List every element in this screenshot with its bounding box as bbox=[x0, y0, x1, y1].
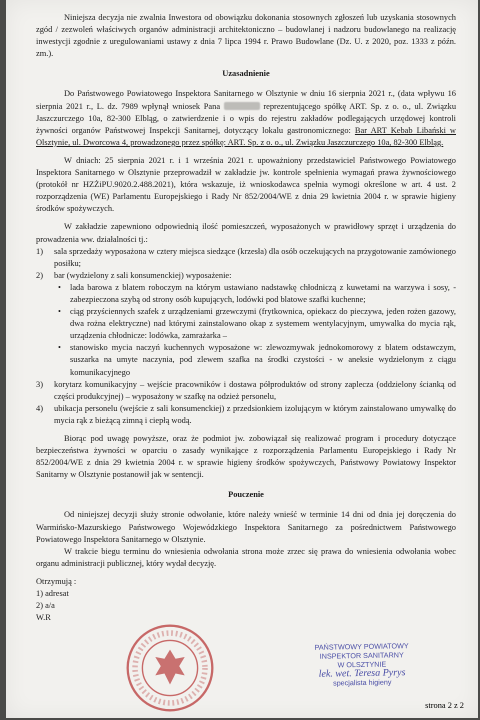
bullet-text: ciąg przyściennych szafek z urządzeniami grzewczymi (frytkownica, opiekacz do pieczywa, jeden rożen gazowy, dwa rożna elektryczne) nad którymi zainstalowano okap z systemem wentylacyjnym, umywalka do mycia rąk, urządzenia chłodnicze: lodówka, zamrażarka – bbox=[70, 307, 456, 341]
page-number: strona 2 z 2 bbox=[425, 701, 464, 710]
list-item bbox=[36, 379, 456, 403]
stamp-line: PAŃSTWOWY POWIATOWY bbox=[314, 641, 409, 652]
initials: W.R bbox=[36, 613, 51, 623]
list-item-number: 2) bbox=[36, 270, 43, 280]
paragraph-1-part-a: Do Państwowego Powiatowego Inspektora Sanitarnego w Olsztynie w dniu 16 sierpnia 2021 r., (data wpływu 16 sierpnia 2021 r., L. dz. 7989 wpłynął wniosek Pana bbox=[36, 89, 456, 111]
pouczenie-paragraph-1: Od niniejszej decyzji służy stronie odwołanie, które należy wnieść w terminie 14 dni od dnia jej doręczenia do Warmińsko-Mazurskiego Państwowego Wojewódzkiego Inspektora Sanitarnego za pośrednictwem Państwowego Powiatowego Inspektora Sanitarnego w Olsztynie. bbox=[36, 510, 456, 544]
list-item bbox=[36, 246, 456, 270]
equipment-bullets bbox=[36, 282, 456, 379]
stamp-line: W OLSZTYNIE bbox=[337, 659, 387, 670]
bullet-icon: • bbox=[58, 343, 61, 353]
recipients-label: Otrzymują : bbox=[36, 576, 77, 586]
stamp-signature: lek. wet. Teresa Pyrys bbox=[318, 667, 406, 680]
stamp-line: specjalista higieny bbox=[332, 677, 392, 688]
bullet-text: lada barowa z blatem roboczym na którym ustawiano nadstawkę chłodniczą z kuwetami na warzywa i sosy, - zabezpieczona szybą od strony osób kupujących, lodówki pod blatowe szafki kuchenne; bbox=[70, 282, 456, 304]
recipient-line: 1) adresat bbox=[36, 589, 69, 599]
uzasadnienie-paragraph-1 bbox=[36, 88, 456, 148]
recipients-block bbox=[36, 576, 456, 624]
bullet-icon: • bbox=[58, 307, 61, 317]
bullet-text: stanowisko mycia naczyń kuchennych wyposażone w: zlewozmywak jednokomorowy z blatem odstawczym, suszarka na umyte naczynia, pod zlewem szafka na środki czystości - w aneksie wydzielonym z ciągu komunikacyjnego bbox=[70, 343, 456, 377]
redacted-name bbox=[224, 102, 260, 110]
list-item-text: ubikacja personelu (wejście z sali konsumenckiej) z przedsionkiem izolującym w którym zainstalowano umywalkę do mycia rąk z bieżącą zimną i ciepłą wodą. bbox=[54, 403, 456, 425]
recipient-line: 2) a/a bbox=[36, 601, 55, 611]
bullet-icon: • bbox=[58, 282, 61, 292]
paragraph-1-underlined: Bar ART Kebab Libański w Olsztynie, ul. Dworcowa 4, prowadzonego przez spółkę: ART. Sp. z o. o., ul. Związku Jaszczurczego 10a, 82-300 Elbląg. bbox=[36, 125, 456, 147]
uzasadnienie-heading: Uzasadnienie bbox=[222, 69, 270, 79]
official-seal-icon bbox=[124, 622, 216, 714]
intro-paragraph: Niniejsza decyzja nie zwalnia Inwestora od obowiązku dokonania stosownych zgłoszeń lub uzyskania stosownych zgód / zezwoleń właściwych organów administracji architektoniczno – budowlanej i nadzoru budowlanego na realizację inwestycji zgodnie z uregulowaniami ustawy z dnia 7 lipca 1994 r. Prawo Budowlane (Dz. U. z 2020, poz. 1333 z późn. zm.). bbox=[36, 13, 456, 59]
list-item-text: bar (wydzielony z sali konsumenckiej) wyposażenie: bbox=[54, 270, 232, 280]
list-item bbox=[36, 403, 456, 427]
bullet-item bbox=[58, 282, 456, 306]
list-item-number: 3) bbox=[36, 379, 43, 389]
pouczenie-heading: Pouczenie bbox=[228, 490, 264, 500]
bullet-item bbox=[58, 306, 456, 342]
list-item-text: korytarz komunikacyjny – wejście pracowników i dostawa półproduktów od strony zaplecza (oddzielony ścianką od części produkcyjnej) – wyposażony w szafkę na odzież personelu, bbox=[54, 379, 456, 401]
paragraph-1-part-b: reprezentującego spółkę ART. Sp. z o. o., ul. Związku Jaszczurczego 10a, 82-300 Elbląg, o zatwierdzenie i o wpis do rejestru zakładów podlegających urzędowej kontroli żywności organów Państwowej Inspekcji Sanitarnej, dotyczący lokalu gastronomicznego: bbox=[36, 101, 457, 135]
document-body bbox=[36, 12, 456, 624]
list-item-text: sala sprzedaży wyposażona w cztery miejsca siedzące (krzesła) dla osób oczekujących na przygotowanie zamówionego posiłku; bbox=[54, 246, 456, 268]
stamp-line: INSPEKTOR SANITARNY bbox=[319, 650, 404, 661]
uzasadnienie-paragraph-4: Biorąc pod uwagę powyższe, oraz że podmiot jw. zobowiązał się realizować program i procedury dotyczące bezpieczeństwa żywności w oparciu o zasady wynikające z rozporządzenia Parlamentu Europejskiego i Rady Nr 852/2004/WE z dnia 29 kwietnia 2004 r. w sprawie higieny środków spożywczych, Państwowy Powiatowy Inspektor Sanitarny w Olsztynie postanowił jak w sentencji. bbox=[36, 434, 456, 480]
uzasadnienie-paragraph-3: W zakładzie zapewniono odpowiednią ilość pomieszczeń, wyposażonych w prawidłowy sprzęt i urządzenia do prowadzenia ww. działalności tj.: bbox=[36, 222, 456, 244]
uzasadnienie-paragraph-2: W dniach: 25 sierpnia 2021 r. i 1 września 2021 r. upoważniony przedstawiciel Państwowego Powiatowego Inspektora Sanitarnego w Olsztynie przeprowadził w zakładzie jw. kontrole spełnienia wymagań prawa żywnościowego (protokół nr HZŻiPU.9020.2.488.2021), która wskazuje, iż wnioskodawca spełnia wymogi określone w art. 4 ust. 2 rozporządzenia (WE) Parlamentu Europejskiego i Rady Nr 852/2004/WE z dnia 29 kwietnia 2004 r. w sprawie higieny środków spożywczych. bbox=[36, 155, 456, 214]
list-item bbox=[36, 270, 456, 282]
list-item-number: 1) bbox=[36, 246, 43, 256]
bullet-item bbox=[58, 342, 456, 378]
document-page bbox=[6, 0, 478, 718]
list-item-number: 4) bbox=[36, 403, 43, 413]
pouczenie-paragraph-2: W trakcie biegu terminu do wniesienia odwołania strona może zrzec się prawa do wniesienia odwołania wobec organu administracji publicznej, który wydał decyzję. bbox=[36, 546, 456, 568]
inspector-stamp bbox=[296, 641, 429, 699]
